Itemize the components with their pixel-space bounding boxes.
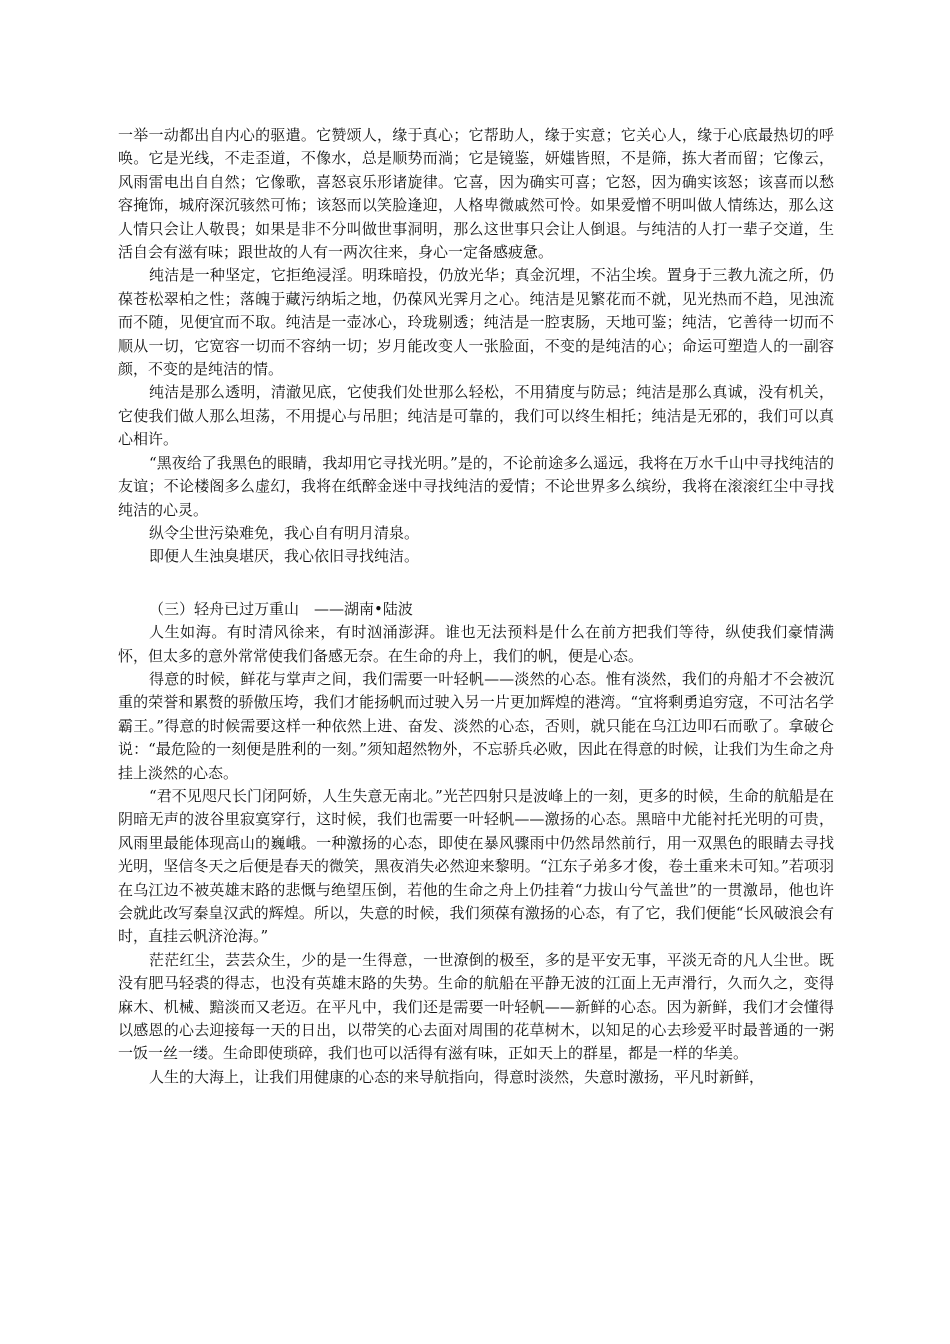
paragraph: 纵令尘世污染难免，我心自有明月清泉。 <box>149 523 420 542</box>
document-page <box>118 124 834 1089</box>
paragraph: “君不见咫尺长门闭阿娇，人生失意无南北。”光芒四射只是波峰上的一刻，更多的时候，生命的航船是在阴暗无声的波谷里寂寞穿行，这时候，我们也需要一叶轻帆——激扬的心态。黑暗中尤能衬托光明的可贵，风雨里最能体现高山的巍峨。一种激扬的心态，即使在暴风骤雨中仍然昂然前行，用一双黑色的眼睛去寻找光明，坚信冬天之后便是春天的微笑，黑夜消失必然迎来黎明。“江东子弟多才俊，卷土重来未可知。”若项羽在乌江边不被英雄末路的悲慨与绝望压倒，若他的生命之舟上仍挂着“力拔山兮气盖世”的一贯激昂，他也许会就此改写秦皇汉武的辉煌。所以，失意的时候，我们须葆有激扬的心态，有了它，我们便能“长风破浪会有时，直挂云帆济沧海。” <box>118 786 834 946</box>
paragraph: 即便人生浊臭堪厌，我心依旧寻找纯洁。 <box>149 547 420 566</box>
paragraph: 茫茫红尘，芸芸众生，少的是一生得意，一世潦倒的极至，多的是平安无事，平淡无奇的凡人尘世。既没有肥马轻裘的得志，也没有英雄末路的失势。生命的航船在平静无波的江面上无声滑行，久而久之，变得麻木、机械、黯淡而又老迈。在平凡中，我们还是需要一叶轻帆——新鲜的心态。因为新鲜，我们才会懂得以感恩的心去迎接每一天的日出，以带笑的心去面对周围的花草树木，以知足的心去珍爱平时最普通的一粥一饭一丝一缕。生命即使琐碎，我们也可以活得有滋有味，正如天上的群星，都是一样的华美。 <box>118 950 834 1063</box>
paragraph: 人生如海。有时清风徐来，有时汹涌澎湃。谁也无法预料是什么在前方把我们等待，纵使我们豪情满怀，但太多的意外常常使我们备感无奈。在生命的舟上，我们的帆，便是心态。 <box>118 623 834 665</box>
section-heading: （三）轻舟已过万重山 ——湖南•陆波 <box>149 599 413 618</box>
paragraph: 纯洁是那么透明，清澈见底，它使我们处世那么轻松，不用猜度与防忌；纯洁是那么真诚，没有机关，它使我们做人那么坦荡，不用提心与吊胆；纯洁是可靠的，我们可以终生相托；纯洁是无邪的，我们可以真心相许。 <box>118 383 834 449</box>
section-spacer <box>118 569 834 598</box>
paragraph: 纯洁是一种坚定，它拒绝浸淫。明珠暗投，仍放光华；真金沉埋，不沾尘埃。置身于三教九流之所，仍葆苍松翠柏之性；落魄于藏污纳垢之地，仍葆风光霁月之心。纯洁是见繁花而不就，见光热而不趋，见浊流而不随，见便宜而不取。纯洁是一壶冰心，玲珑剔透；纯洁是一腔衷肠，天地可鉴；纯洁，它善待一切而不顺从一切，它宽容一切而不容纳一切；岁月能改变人一张脸面，不变的是纯洁的心；命运可塑造人的一副容颜，不变的是纯洁的情。 <box>118 266 834 379</box>
paragraph-continued: 一举一动都出自内心的驱遣。它赞颂人，缘于真心；它帮助人，缘于实意；它关心人，缘于心底最热切的呼唤。它是光线，不走歪道，不像水，总是顺势而淌；它是镜鉴，妍媸皆照，不是筛，拣大者而留；它像云，风雨雷电出自自然；它像歌，喜怒哀乐形诸旋律。它喜，因为确实可喜；它怒，因为确实该怒；该喜而以愁容掩饰，城府深沉骇然可怖；该怒而以笑脸逢迎，人格卑微戚然可怜。如果爱憎不明叫做人情练达，那么这人情只会让人敬畏；如果是非不分叫做世事洞明，那么这世事只会让人倒退。与纯洁的人打一辈子交道，生活自会有滋有味；跟世故的人有一两次往来，身心一定备感疲惫。 <box>118 126 834 262</box>
paragraph: “黑夜给了我黑色的眼睛，我却用它寻找光明。”是的，不论前途多么遥远，我将在万水千山中寻找纯洁的友谊；不论楼阁多么虚幻，我将在纸醉金迷中寻找纯洁的爱情；不论世界多么缤纷，我将在滚滚红尘中寻找纯洁的心灵。 <box>118 453 834 519</box>
paragraph: 得意的时候，鲜花与掌声之间，我们需要一叶轻帆——淡然的心态。惟有淡然，我们的舟船才不会被沉重的荣誉和累赘的骄傲压垮，我们才能扬帆而过驶入另一片更加辉煌的港湾。“宜将剩勇追穷寇，不可沽名学霸王。”得意的时候需要这样一种依然上进、奋发、淡然的心态，否则，就只能在乌江边叩石而歌了。拿破仑说：“最危险的一刻便是胜利的一刻。”须知超然物外，不忘骄兵必败，因此在得意的时候，让我们为生命之舟挂上淡然的心态。 <box>118 669 834 782</box>
paragraph: 人生的大海上，让我们用健康的心态的来导航指向，得意时淡然，失意时激扬，平凡时新鲜， <box>149 1067 765 1086</box>
